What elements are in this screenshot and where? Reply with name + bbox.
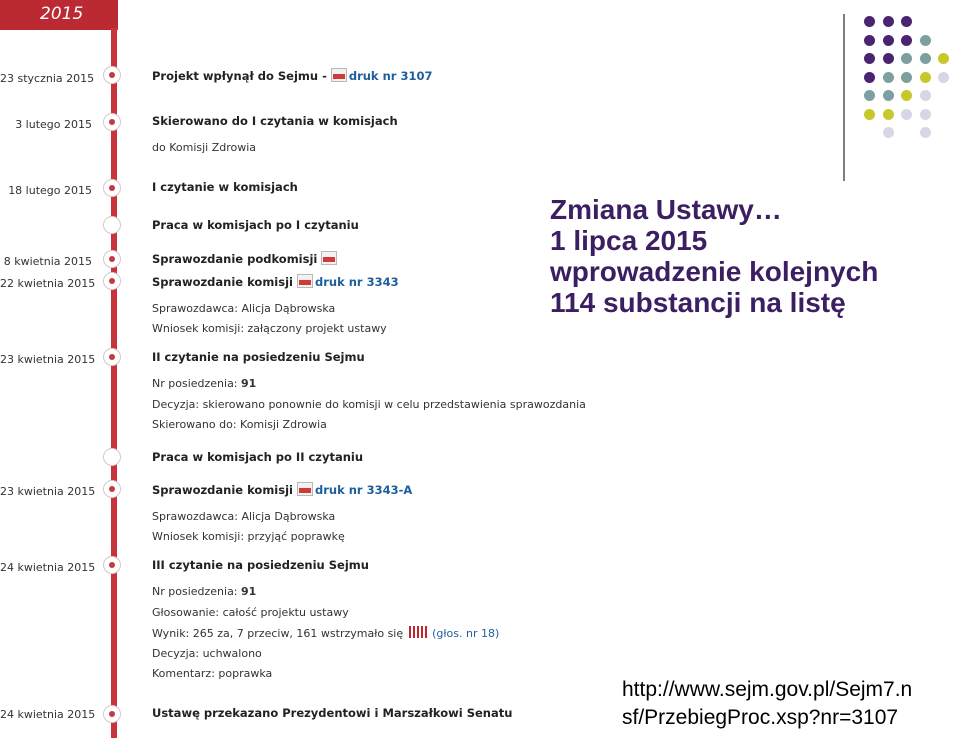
- year-tab[interactable]: [0, 0, 118, 30]
- pdf-icon[interactable]: [297, 274, 313, 288]
- year-label: 2015: [40, 4, 84, 24]
- sitting-label: Nr posiedzenia:: [152, 377, 238, 390]
- timeline-dot[interactable]: [103, 113, 121, 131]
- reporter: Sprawozdawca: Alicja Dąbrowska: [152, 302, 336, 315]
- decision: Decyzja: skierowano ponownie do komisji w celu przedstawienia sprawozdania: [152, 398, 586, 411]
- decor-dot: [901, 53, 912, 64]
- vote-subject: Głosowanie: całość projektu ustawy: [152, 606, 349, 619]
- timeline-dot[interactable]: [103, 556, 121, 574]
- date-label: 22 kwietnia 2015: [0, 277, 96, 290]
- headline-line: Zmiana Ustawy…: [550, 194, 782, 225]
- decor-dot: [920, 35, 931, 46]
- headline: [550, 194, 878, 318]
- date-label: 23 kwietnia 2015: [0, 485, 96, 498]
- date-label: 8 kwietnia 2015: [3, 255, 92, 268]
- date-label: 18 lutego 2015: [8, 184, 92, 197]
- sitting-number: [152, 377, 256, 391]
- sitting-number: [152, 585, 256, 599]
- decor-dot: [883, 35, 894, 46]
- step-title: Praca w komisjach po I czytaniu: [152, 218, 359, 232]
- decor-dot: [938, 72, 949, 83]
- decor-dot: [864, 90, 875, 101]
- timeline-dot[interactable]: [103, 705, 121, 723]
- decor-dot: [920, 90, 931, 101]
- timeline-dot-empty[interactable]: [103, 216, 121, 234]
- date-label: 24 kwietnia 2015: [0, 708, 96, 721]
- decor-dot: [901, 35, 912, 46]
- step-title: Projekt wpłynął do Sejmu -: [152, 69, 327, 83]
- comment: Komentarz: poprawka: [152, 667, 273, 680]
- headline-line: 114 substancji na listę: [550, 287, 846, 318]
- decor-dot: [901, 72, 912, 83]
- decor-dot: [901, 90, 912, 101]
- vote-result-text: Wynik: 265 za, 7 przeciw, 161 wstrzymało się: [152, 627, 404, 640]
- bar-chart-icon[interactable]: [409, 626, 429, 638]
- timeline-dot[interactable]: [103, 480, 121, 498]
- step-title: Sprawozdanie komisji: [152, 275, 293, 289]
- headline-line: wprowadzenie kolejnych: [550, 256, 879, 287]
- decor-dot: [920, 53, 931, 64]
- step-title: Sprawozdanie podkomisji: [152, 252, 318, 266]
- step-title: Praca w komisjach po II czytaniu: [152, 450, 364, 464]
- step-title: I czytanie w komisjach: [152, 180, 298, 194]
- step-title: Ustawę przekazano Prezydentowi i Marszałkowi Senatu: [152, 706, 513, 720]
- referred-to: Skierowano do: Komisji Zdrowia: [152, 418, 327, 431]
- pdf-icon[interactable]: [321, 251, 337, 265]
- timeline-rail: [111, 28, 117, 738]
- date-label: 24 kwietnia 2015: [0, 561, 96, 574]
- committee-motion: Wniosek komisji: załączony projekt ustawy: [152, 322, 387, 335]
- step-title: Skierowano do I czytania w komisjach: [152, 114, 398, 128]
- source-url-line2: sf/PrzebiegProc.xsp?nr=3107: [622, 706, 899, 729]
- decor-dot: [864, 35, 875, 46]
- step-subcommittee-report: [152, 251, 339, 266]
- step-title: II czytanie na posiedzeniu Sejmu: [152, 350, 365, 364]
- druk-link[interactable]: druk nr 3343-A: [314, 483, 413, 497]
- decor-dot: [864, 109, 875, 120]
- pdf-icon[interactable]: [331, 68, 347, 82]
- decor-dot: [920, 72, 931, 83]
- decor-dot: [901, 109, 912, 120]
- decor-divider: [843, 14, 845, 181]
- sitting-value: 91: [241, 377, 257, 390]
- druk-link[interactable]: druk nr 3107: [348, 69, 433, 83]
- decor-dot: [864, 53, 875, 64]
- step-bill-received: [152, 68, 432, 83]
- step-committee-report: [152, 274, 399, 289]
- timeline-dot[interactable]: [103, 66, 121, 84]
- sitting-value: 91: [241, 585, 257, 598]
- vote-link[interactable]: (głos. nr 18): [432, 627, 500, 640]
- sitting-label: Nr posiedzenia:: [152, 585, 238, 598]
- source-url-line1: http://www.sejm.gov.pl/Sejm7.n: [622, 678, 913, 701]
- decor-dot: [883, 53, 894, 64]
- date-label: 23 kwietnia 2015: [0, 353, 96, 366]
- timeline-dot-empty[interactable]: [103, 448, 121, 466]
- decor-dot: [883, 109, 894, 120]
- step-committee-report-2: [152, 482, 412, 497]
- step-detail: do Komisji Zdrowia: [152, 141, 257, 154]
- vote-result: [152, 626, 499, 641]
- date-label: 3 lutego 2015: [15, 118, 92, 131]
- step-title: III czytanie na posiedzeniu Sejmu: [152, 558, 369, 572]
- pdf-icon[interactable]: [297, 482, 313, 496]
- date-label: 23 stycznia 2015: [0, 72, 95, 85]
- decor-dot: [864, 16, 875, 27]
- decor-dot: [883, 90, 894, 101]
- decor-dot: [883, 16, 894, 27]
- timeline-dot[interactable]: [103, 272, 121, 290]
- headline-line: 1 lipca 2015: [550, 225, 708, 256]
- decor-dot: [864, 72, 875, 83]
- decor-dot: [901, 16, 912, 27]
- decor-dot: [883, 72, 894, 83]
- druk-link[interactable]: druk nr 3343: [314, 275, 399, 289]
- decor-dot: [920, 109, 931, 120]
- decision: Decyzja: uchwalono: [152, 647, 262, 660]
- step-title: Sprawozdanie komisji: [152, 483, 293, 497]
- committee-motion: Wniosek komisji: przyjąć poprawkę: [152, 530, 345, 543]
- decor-dot: [920, 127, 931, 138]
- timeline-dot[interactable]: [103, 348, 121, 366]
- decor-dot: [883, 127, 894, 138]
- timeline-dot[interactable]: [103, 250, 121, 268]
- reporter: Sprawozdawca: Alicja Dąbrowska: [152, 510, 336, 523]
- timeline-dot[interactable]: [103, 179, 121, 197]
- decor-dot: [938, 53, 949, 64]
